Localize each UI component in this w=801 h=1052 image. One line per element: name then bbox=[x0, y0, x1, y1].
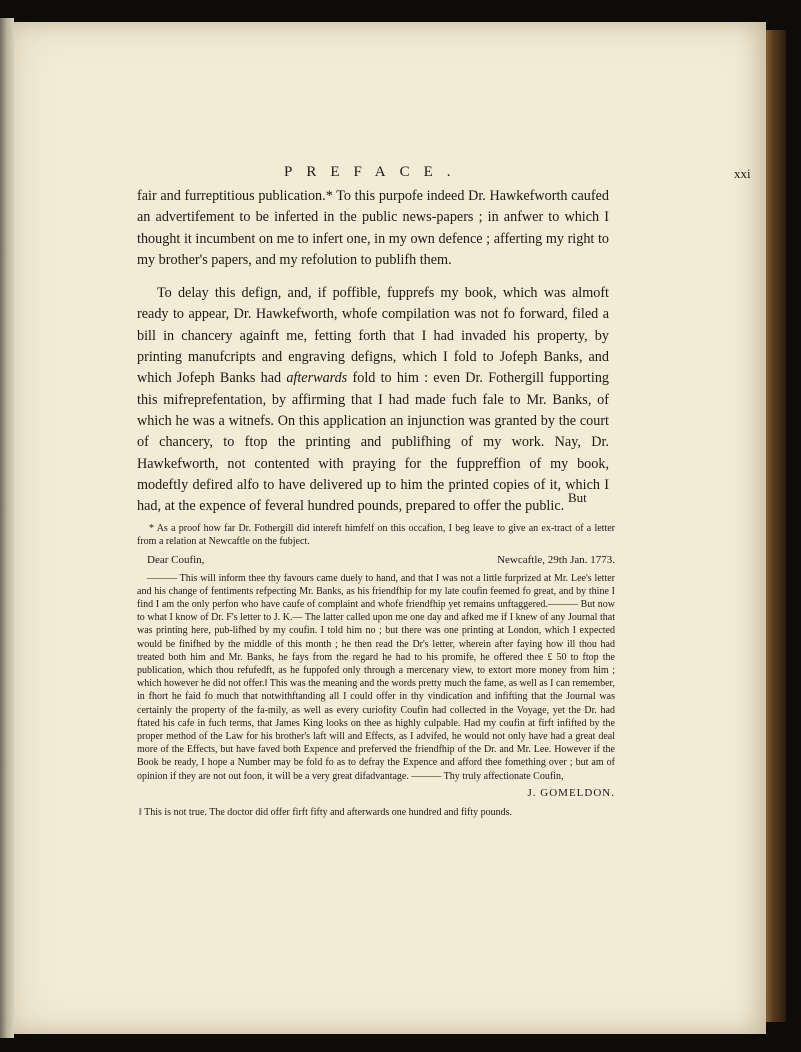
catchword: But bbox=[568, 490, 587, 505]
letter-salutation: Dear Coufin, bbox=[147, 554, 205, 567]
italic-word: afterwards bbox=[286, 370, 348, 387]
paragraph-2-part-2: fold to him : even Dr. Fothergill fupporting this mifreprefentation, by affirming that I had made fuch fale to Mr. Banks, of which he was a witnefs. On this application an injunction was granted by the court of chancery, to ftop the printing and publifhing of my work. Nay, Dr. Hawkefworth, not contented with praying for the fuppreffion of my book, modeftly defired alfo to have delivered up to him the printed copies of it, which I had, at the expence of feveral hundred pounds, prepared to offer the public. bbox=[137, 370, 610, 515]
book-gutter-edge bbox=[0, 18, 14, 1038]
paragraph-2 bbox=[137, 283, 609, 517]
page-number: xxi bbox=[734, 166, 751, 181]
book-fore-edge bbox=[764, 30, 786, 1022]
letter-signature: J. GOMELDON. bbox=[527, 786, 615, 799]
main-text bbox=[137, 186, 609, 517]
letter-body: ——— This will inform thee thy favours came duely to hand, and that I was not a little furprized at Mr. Lee's letter and his change of fentiments refpecting Mr. Banks, as his friendfhip for my late coufin feemed fo great, and by thine I find I am the only perfon who have caufe of complaint and whofe friendfhip yet remains unftaggered.——— But now to what I know of Dr. F's letter to J. K.— The latter called upon me one day and afked me if I knew of any Journal that was printing here, pub-lifhed by my coufin. I told him no ; but there was one printing at London, which I expected would be finifhed by the middle of this month ; he then read the Dr's letter, wherein after faying how ill thou had treated both him and Mr. Banks, he fays from the regard he had to his promife, he offered thee £ 50 to ftop the publication, which thou refufedft, as he fuppofed only through a mercenary view, to extort more money from him ; which however he did not offer.‖ This was the meaning and the words pretty much the fame, as well as I can remember, in fhort he faid fo much that notwithftanding all I could offer in thy vindication and infifting that the Journal was certainly the property of the fa-mily, as well as every curiofity Coufin had collected in the Voyage, yet the Dr. had ftated his cafe in fuch terms, that James King looks on thee as highly culpable. Had my coufin at firft infifted by the proper method of the Law for his brother's laft will and Effects, as I advifed, he would not only have had a great deal more of the Effects, but have faved both Expence and preferved the friendfhip of the Dr. and Mr. Lee. However if the Book be ready, I hope a Number may be fold fo as to defray the Expence and afford thee fomething over ; but am of opinion if they are not out foon, it will be a very great difadvantage. ——— Thy truly affectionate Coufin, bbox=[137, 572, 615, 782]
book-page bbox=[14, 22, 766, 1034]
letter-heading bbox=[147, 554, 615, 567]
footnote-intro: * As a proof how far Dr. Fothergill did intereft himfelf on this occafion, I beg leave to give an ex-tract of a letter from a relation at Newcaftle on the fubject. bbox=[137, 523, 615, 548]
second-footnote: ‖ This is not true. The doctor did offer firft fifty and afterwards one hundred and fifty pounds. bbox=[139, 807, 512, 819]
letter-dateline: Newcaftle, 29th Jan. 1773. bbox=[497, 554, 615, 567]
paragraph-2-part-1: To delay this defign, and, if poffible, fupprefs my book, which was almoft ready to appear, Dr. Hawkefworth, whofe compilation was not fo forward, filed a bill in chancery againft me, fetting forth that I had invaded his property, by printing manufcripts and engraving defigns, which I fold to Jofeph Banks, and which Jofeph Banks had bbox=[137, 285, 609, 387]
paragraph-1: fair and furreptitious publication.* To this purpofe indeed Dr. Hawkefworth caufed an advertifement to be inferted in the public news-papers ; in anfwer to which I thought it incumbent on me to infert one, in my own defence ; afferting my right to my brother's papers, and my refolution to publifh them. bbox=[137, 188, 609, 268]
footnotes bbox=[137, 522, 615, 819]
running-head: PREFACE. bbox=[284, 164, 465, 180]
